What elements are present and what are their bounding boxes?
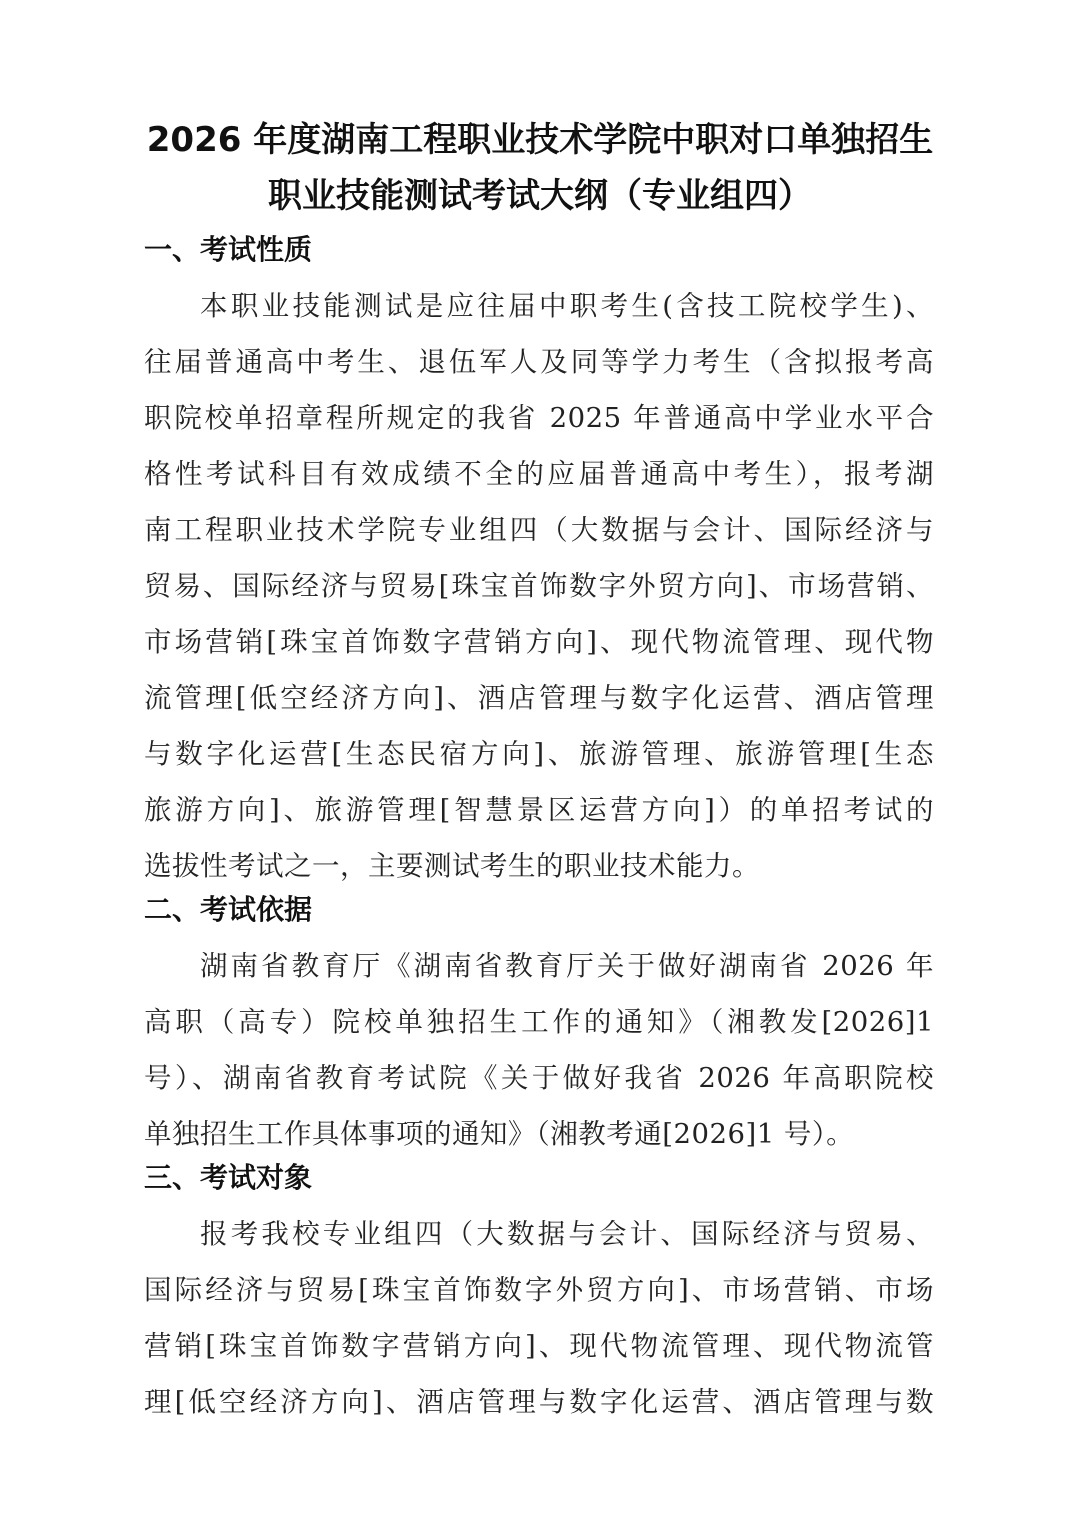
paragraph-line: 格性考试科目有效成绩不全的应届普通高中考生），报考湖 — [144, 458, 934, 490]
document-title-line-1: 2026 年度湖南工程职业技术学院中职对口单独招生 — [146, 120, 934, 160]
paragraph-line: 单独招生工作具体事项的通知》（湘教考通[2026]1 号）。 — [144, 1118, 855, 1150]
paragraph-line: 贸易、国际经济与贸易[珠宝首饰数字外贸方向]、市场营销、 — [144, 570, 934, 602]
paragraph-line: 高职（高专）院校单独招生工作的通知》（湘教发[2026]1 — [144, 1006, 934, 1038]
paragraph-line: 与数字化运营[生态民宿方向]、旅游管理、旅游管理[生态 — [144, 738, 934, 770]
section-heading-exam-target: 三、考试对象 — [144, 1161, 313, 1194]
paragraph-line: 号）、湖南省教育考试院《关于做好我省 2026 年高职院校 — [144, 1062, 934, 1094]
paragraph-line: 南工程职业技术学院专业组四（大数据与会计、国际经济与 — [144, 514, 934, 546]
paragraph-line: 职院校单招章程所规定的我省 2025 年普通高中学业水平合 — [144, 402, 934, 434]
paragraph-line: 本职业技能测试是应往届中职考生(含技工院校学生)、 — [200, 290, 934, 322]
paragraph-line: 报考我校专业组四（大数据与会计、国际经济与贸易、 — [200, 1218, 934, 1250]
document-title-line-2: 职业技能测试考试大纲（专业组四） — [268, 176, 812, 216]
paragraph-line: 湖南省教育厅《湖南省教育厅关于做好湖南省 2026 年 — [200, 950, 934, 982]
paragraph-line: 往届普通高中考生、退伍军人及同等学力考生（含拟报考高 — [144, 346, 934, 378]
paragraph-line: 国际经济与贸易[珠宝首饰数字外贸方向]、市场营销、市场 — [144, 1274, 934, 1306]
section-heading-exam-nature: 一、考试性质 — [144, 233, 313, 266]
paragraph-line: 选拔性考试之一，主要测试考生的职业技术能力。 — [144, 850, 760, 882]
paragraph-line: 营销[珠宝首饰数字营销方向]、现代物流管理、现代物流管 — [144, 1330, 934, 1362]
paragraph-line: 旅游方向]、旅游管理[智慧景区运营方向]）的单招考试的 — [144, 794, 934, 826]
paragraph-line: 理[低空经济方向]、酒店管理与数字化运营、酒店管理与数 — [144, 1386, 934, 1418]
paragraph-line: 流管理[低空经济方向]、酒店管理与数字化运营、酒店管理 — [144, 682, 934, 714]
paragraph-line: 市场营销[珠宝首饰数字营销方向]、现代物流管理、现代物 — [144, 626, 934, 658]
section-heading-exam-basis: 二、考试依据 — [144, 893, 313, 926]
